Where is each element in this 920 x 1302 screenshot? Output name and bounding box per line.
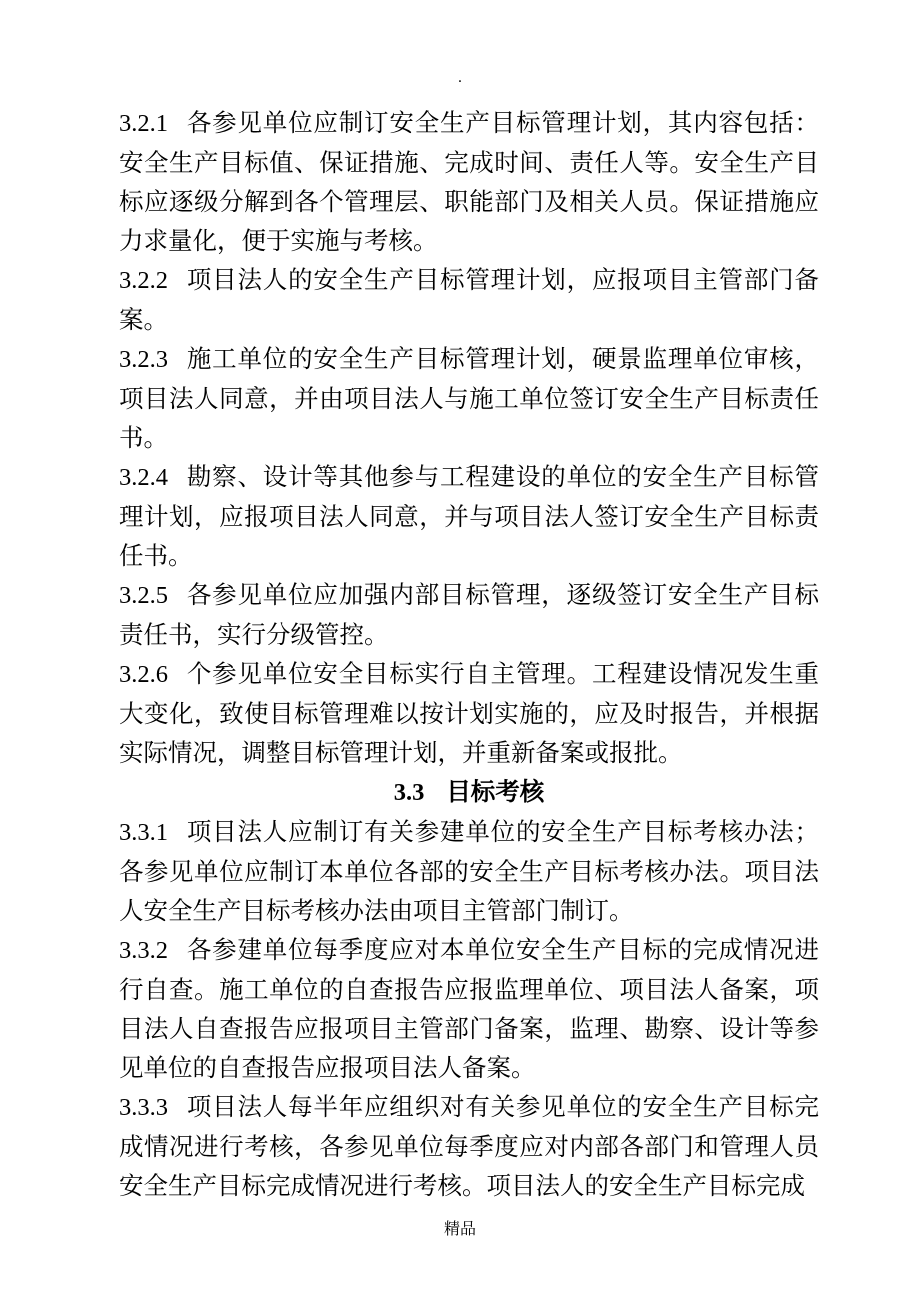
section-number: 3.3: [393, 779, 425, 806]
clause-3-3-3: [119, 1087, 819, 1205]
clause-number: 3.3.2: [119, 937, 168, 964]
clause-text: 个参见单位安全目标实行自主管理。工程建设情况发生重大变化，致使目标管理难以按计划实施的，应及时报告，并根据实际情况，调整目标管理计划，并重新备案或报批。: [119, 659, 819, 767]
clause-3-2-4: [119, 457, 819, 575]
clause-number: 3.3.3: [119, 1094, 168, 1121]
clause-number: 3.2.3: [119, 346, 168, 373]
clause-number: 3.2.1: [119, 110, 168, 137]
clause-3-2-3: [119, 339, 819, 457]
section-heading: [119, 772, 819, 812]
clause-3-2-5: [119, 575, 819, 654]
clause-text: 项目法人的安全生产目标管理计划，应报项目主管部门备案。: [119, 265, 819, 334]
clause-text: 项目法人应制订有关参建单位的安全生产目标考核办法；各参见单位应制订本单位各部的安全生产目标考核办法。项目法人安全生产目标考核办法由项目主管部门制订。: [119, 817, 819, 925]
clause-3-3-1: [119, 812, 819, 930]
clause-number: 3.2.5: [119, 582, 168, 609]
clause-text: 各参见单位应制订安全生产目标管理计划，其内容包括：安全生产目标值、保证措施、完成时间、责任人等。安全生产目标应逐级分解到各个管理层、职能部门及相关人员。保证措施应力求量化，便于实施与考核。: [119, 108, 819, 255]
clause-3-2-6: [119, 654, 819, 772]
clause-3-2-1: [119, 103, 819, 260]
clause-number: 3.3.1: [119, 819, 168, 846]
clause-text: 施工单位的安全生产目标管理计划，硬景监理单位审核，项目法人同意，并由项目法人与施工单位签订安全生产目标责任书。: [119, 344, 819, 452]
clause-number: 3.2.4: [119, 464, 168, 491]
section-title: 目标考核: [446, 777, 545, 806]
clause-text: 各参见单位应加强内部目标管理，逐级签订安全生产目标责任书，实行分级管控。: [119, 580, 819, 649]
document-body: [119, 103, 819, 1205]
footer-label: 精品: [443, 1219, 476, 1238]
clause-text: 勘察、设计等其他参与工程建设的单位的安全生产目标管理计划，应报项目法人同意，并与项目法人签订安全生产目标责任书。: [119, 462, 819, 570]
clause-text: 项目法人每半年应组织对有关参见单位的安全生产目标完成情况进行考核，各参见单位每季度应对内部各部门和管理人员安全生产目标完成情况进行考核。项目法人的安全生产目标完成: [119, 1092, 819, 1200]
clause-3-2-2: [119, 260, 819, 339]
clause-number: 3.2.2: [119, 267, 168, 294]
clause-text: 各参建单位每季度应对本单位安全生产目标的完成情况进行自查。施工单位的自查报告应报监理单位、项目法人备案，项目法人自查报告应报项目主管部门备案，监理、勘察、设计等参见单位的自查报告应报项目法人备案。: [119, 935, 819, 1082]
clause-3-3-2: [119, 930, 819, 1087]
clause-number: 3.2.6: [119, 661, 168, 688]
header-mark: .: [457, 70, 463, 86]
